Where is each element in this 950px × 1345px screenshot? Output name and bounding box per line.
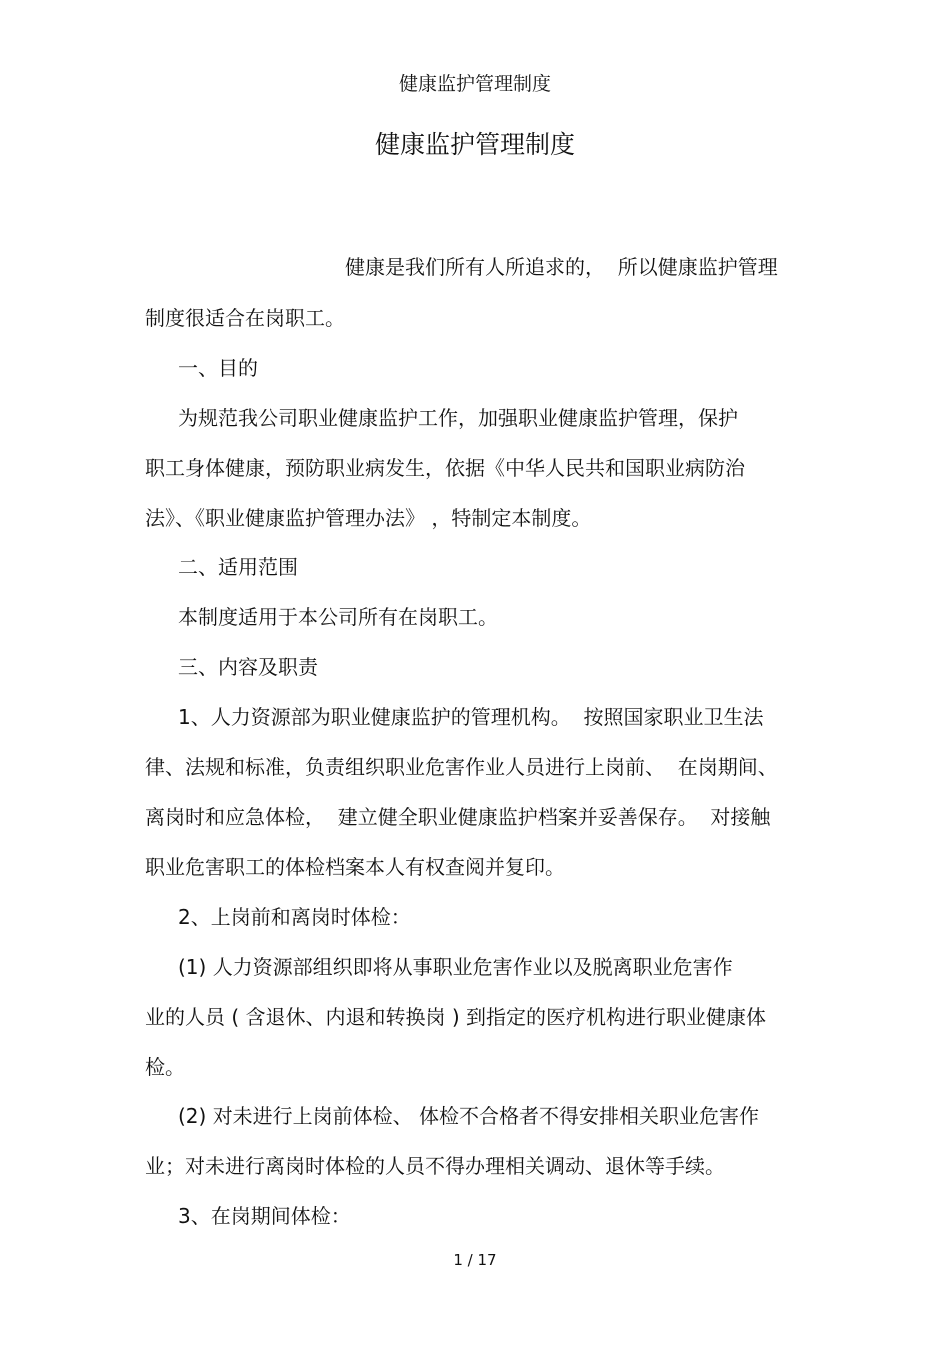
section-heading-purpose: 一、目的 (178, 356, 258, 380)
body-line: 健康是我们所有人所追求的， 所以健康监护管理 (345, 255, 778, 279)
body-line: 制度很适合在岗职工。 (145, 306, 345, 330)
body-line: (2) 对未进行上岗前体检、 体检不合格者不得安排相关职业危害作 (178, 1104, 760, 1128)
page-number: 1 / 17 (453, 1251, 497, 1269)
body-line: 职工身体健康，预防职业病发生，依据《中华人民共和国职业病防治 (145, 456, 745, 480)
body-line: 法》、《职业健康监护管理办法》 ，特制定本制度。 (145, 506, 592, 530)
body-line: 业；对未进行离岗时体检的人员不得办理相关调动、退休等手续。 (145, 1154, 725, 1178)
body-line: 律、法规和标准，负责组织职业危害作业人员进行上岗前、 在岗期间、 (145, 755, 778, 779)
section-heading-scope: 二、适用范围 (178, 555, 298, 579)
body-line: 1、人力资源部为职业健康监护的管理机构。 按照国家职业卫生法 (178, 705, 764, 729)
document-title: 健康监护管理制度 (374, 130, 575, 159)
body-line: 职业危害职工的体检档案本人有权查阅并复印。 (145, 855, 565, 879)
body-line: 检。 (145, 1055, 185, 1079)
body-line: 本制度适用于本公司所有在岗职工。 (178, 605, 498, 629)
running-header: 健康监护管理制度 (398, 73, 551, 95)
section-heading-content: 三、内容及职责 (178, 655, 318, 679)
body-line: 业的人员 ( 含退休、内退和转换岗 ) 到指定的医疗机构进行职业健康体 (145, 1005, 767, 1029)
body-line: 3、在岗期间体检： (178, 1204, 351, 1228)
body-line: 2、上岗前和离岗时体检： (178, 905, 411, 929)
body-line: (1) 人力资源部组织即将从事职业危害作业以及脱离职业危害作 (178, 955, 733, 979)
body-line: 离岗时和应急体检， 建立健全职业健康监护档案并妥善保存。 对接触 (145, 805, 771, 829)
body-line: 为规范我公司职业健康监护工作，加强职业健康监护管理，保护 (178, 406, 738, 430)
